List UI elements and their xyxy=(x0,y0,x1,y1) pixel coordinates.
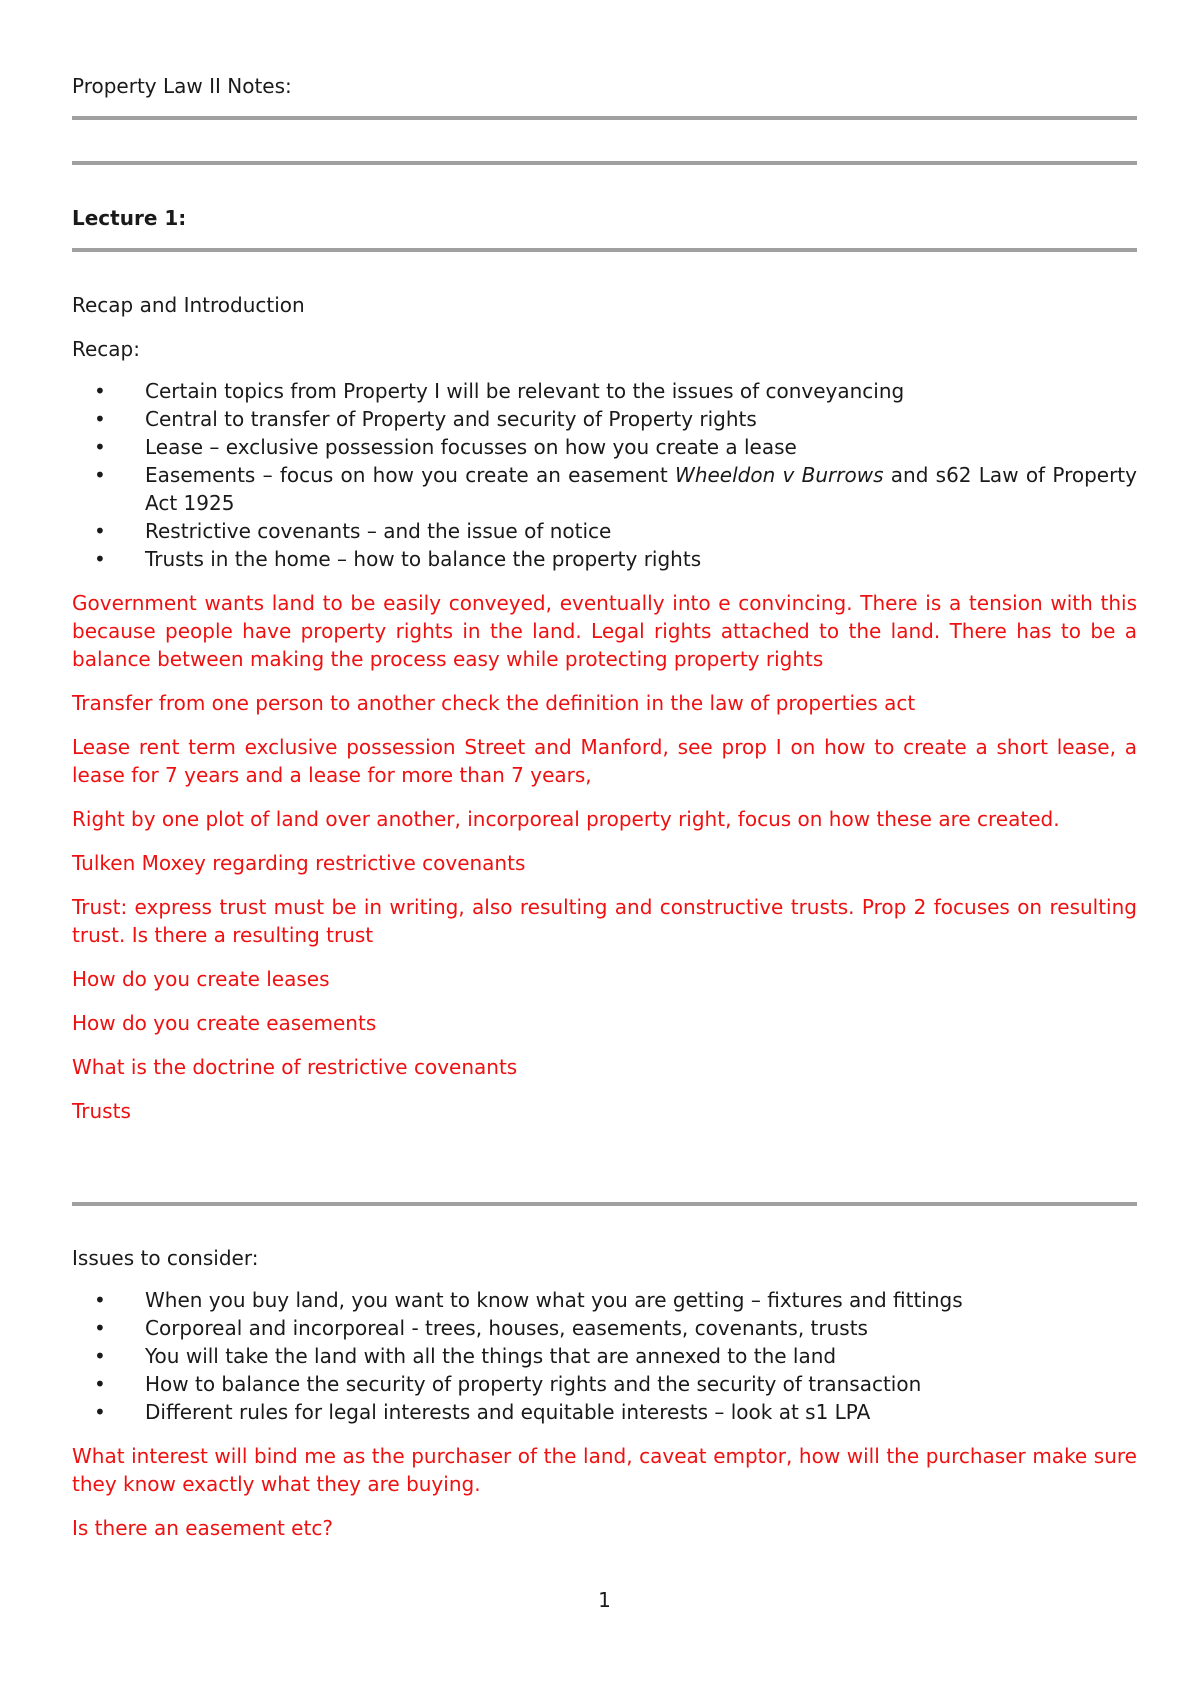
red-note: Tulken Moxey regarding restrictive covenants xyxy=(72,851,526,875)
section-issues xyxy=(72,1244,1137,1558)
red-note: How do you create easements xyxy=(72,1011,377,1035)
header-rule-2 xyxy=(72,161,1137,165)
issues-bullet-list xyxy=(72,1286,1137,1426)
red-note: Lease rent term exclusive possession Street and Manford, see prop I on how to create a short lease, a lease for 7 years and a lease for more than 7 years, xyxy=(72,735,1137,787)
list-item: • Lease – exclusive possession focusses on how you create a lease xyxy=(72,433,1137,461)
red-note: What is the doctrine of restrictive covenants xyxy=(72,1055,518,1079)
bullet-text-before: Easements – focus on how you create an easement xyxy=(145,463,676,487)
list-item: • Trusts in the home – how to balance the property rights xyxy=(72,545,1137,573)
red-note: Is there an easement etc? xyxy=(72,1516,333,1540)
list-item: • Restrictive covenants – and the issue of notice xyxy=(72,517,1137,545)
recap-label: Recap: xyxy=(72,337,140,361)
red-note: How do you create leases xyxy=(72,967,330,991)
red-note: Government wants land to be easily conveyed, eventually into e convincing. There is a tension with this because people have property rights in the land. Legal rights attached to the land. There has to be a balance between making the process easy while protecting property rights xyxy=(72,591,1137,671)
red-note: Transfer from one person to another check the definition in the law of properties act xyxy=(72,691,916,715)
bullet-text-after: and s62 Law of Property Act 1925 xyxy=(145,463,1137,515)
document-header-title: Property Law II Notes: xyxy=(72,74,292,98)
recap-bullet-list xyxy=(72,377,1137,573)
red-note: Trust: express trust must be in writing, also resulting and constructive trusts. Prop 2 focuses on resulting trust. Is there a resulting trust xyxy=(72,895,1137,947)
lecture-rule xyxy=(72,248,1137,252)
list-item: • When you buy land, you want to know what you are getting – fixtures and fittings xyxy=(72,1286,1137,1314)
section-heading-issues: Issues to consider: xyxy=(72,1246,259,1270)
section-rule xyxy=(72,1202,1137,1206)
list-item: • Corporeal and incorporeal - trees, houses, easements, covenants, trusts xyxy=(72,1314,1137,1342)
list-item: • You will take the land with all the things that are annexed to the land xyxy=(72,1342,1137,1370)
list-item: • Central to transfer of Property and security of Property rights xyxy=(72,405,1137,433)
section-heading-recap-intro: Recap and Introduction xyxy=(72,293,305,317)
lecture-heading: Lecture 1: xyxy=(72,206,187,230)
case-name: Wheeldon v Burrows xyxy=(675,463,884,487)
red-note: Right by one plot of land over another, incorporeal property right, focus on how these are created. xyxy=(72,807,1060,831)
list-item: • Different rules for legal interests and equitable interests – look at s1 LPA xyxy=(72,1398,1137,1426)
list-item: • Certain topics from Property I will be relevant to the issues of conveyancing xyxy=(72,377,1137,405)
red-note: Trusts xyxy=(72,1099,131,1123)
red-note: What interest will bind me as the purchaser of the land, caveat emptor, how will the purchaser make sure they know exactly what they are buying. xyxy=(72,1444,1137,1496)
list-item: • How to balance the security of property rights and the security of transaction xyxy=(72,1370,1137,1398)
document-page xyxy=(72,0,1137,1696)
section-recap xyxy=(72,291,1137,1141)
header-rule-1 xyxy=(72,116,1137,120)
page-number: 1 xyxy=(598,1588,611,1612)
list-item xyxy=(72,461,1137,517)
